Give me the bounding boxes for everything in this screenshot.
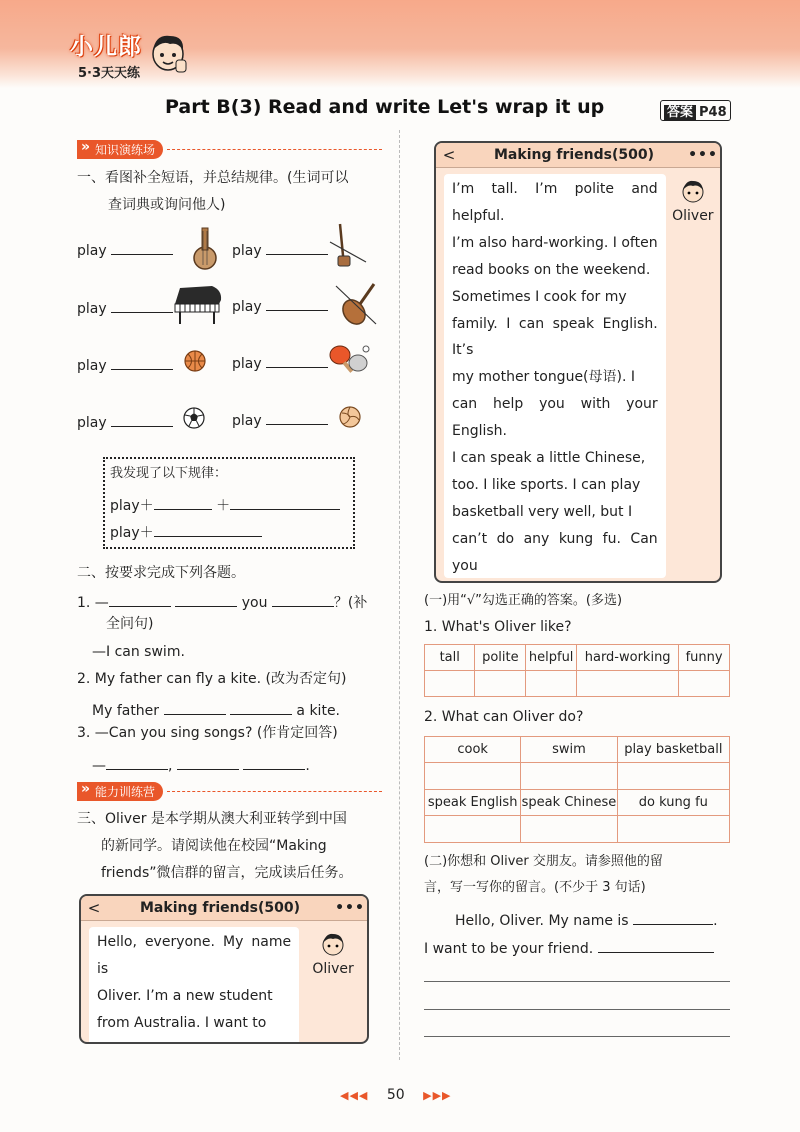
play-item-2: play (232, 240, 328, 259)
check-cell[interactable] (617, 816, 729, 843)
check-cell[interactable] (425, 671, 475, 697)
prev-arrows-icon: ◀◀◀ (340, 1089, 369, 1102)
play-item-6: play (232, 353, 328, 372)
chat-title: Making friends(500) (494, 147, 654, 163)
page-number: 50 (386, 1087, 405, 1103)
chat-header (436, 143, 720, 168)
section-tag-practice (77, 139, 382, 159)
options-table-2 (424, 736, 730, 843)
soccer-ball-icon (182, 406, 206, 430)
sender-info (666, 168, 720, 578)
question-2-heading: 二、按要求完成下列各题。 (77, 565, 245, 581)
option-cell: funny (679, 645, 730, 671)
reply-blank[interactable] (598, 938, 714, 953)
answer-blank[interactable] (111, 355, 173, 370)
option-cell: speak Chinese (521, 790, 617, 816)
logo-sub: 5·3天天练 (78, 66, 141, 81)
answer-blank[interactable] (266, 296, 328, 311)
section-tag-label: » 能力训练营 (77, 782, 163, 801)
answer-blank[interactable] (272, 592, 334, 607)
answer-blank[interactable] (164, 700, 226, 715)
question-3-intro-3: friends”微信群的留言，完成读后任务。 (101, 865, 353, 881)
avatar (320, 931, 346, 957)
check-cell[interactable] (475, 671, 526, 697)
question-2-1-answer: —I can swim. (92, 644, 185, 660)
check-cell[interactable] (521, 816, 617, 843)
section-tag-label: » 知识演练场 (77, 140, 163, 159)
pipa-icon (188, 225, 222, 271)
chat-title: Making friends(500) (140, 900, 300, 916)
more-icon[interactable]: ••• (688, 147, 718, 163)
task-part-2-line2: 言，写一写你的留言。(不少于 3 句话) (424, 880, 646, 895)
option-cell: tall (425, 645, 475, 671)
check-cell[interactable] (521, 763, 617, 790)
chat-window-1 (79, 894, 369, 1044)
rule-blank[interactable] (154, 495, 212, 510)
check-cell[interactable] (425, 816, 521, 843)
answer-blank[interactable] (243, 755, 305, 770)
rule-blank[interactable] (230, 495, 340, 510)
name-blank[interactable] (633, 910, 713, 925)
avatar (680, 178, 706, 204)
sender-info (299, 921, 367, 1044)
option-cell: play basketball (617, 737, 729, 763)
next-arrows-icon: ▶▶▶ (423, 1089, 452, 1102)
check-cell[interactable] (526, 671, 577, 697)
answer-blank[interactable] (109, 592, 171, 607)
logo-main: 小儿郎 (70, 34, 142, 60)
answer-blank[interactable] (111, 412, 173, 427)
task-question-2: 2. What can Oliver do? (424, 709, 584, 725)
option-cell: cook (425, 737, 521, 763)
question-3-intro-1: 三、Oliver 是本学期从澳大利亚转学到中国 (77, 811, 347, 827)
writing-line[interactable] (424, 981, 730, 982)
answer-blank[interactable] (266, 353, 328, 368)
reply-line-1: Hello, Oliver. My name is . (455, 910, 718, 929)
option-cell: helpful (526, 645, 577, 671)
question-2-3-answer: — , . (92, 755, 310, 774)
chat-message-1: Hello, everyone. My name is Oliver. I’m a new student from Australia. I want to (89, 927, 299, 1044)
question-3-intro-2: 的新同学。请阅读他在校园“Making (101, 838, 327, 854)
options-table-1 (424, 644, 730, 697)
erhu-icon (328, 222, 368, 270)
option-cell: hard-working (577, 645, 679, 671)
back-icon[interactable]: < (87, 899, 101, 917)
reply-line-2: I want to be your friend. (424, 938, 714, 957)
play-item-8: play (232, 410, 328, 429)
answer-blank[interactable] (266, 410, 328, 425)
basketball-icon (183, 349, 207, 373)
rule-line-2: play＋ (110, 522, 262, 542)
rule-title: 我发现了以下规律： (110, 466, 228, 481)
check-cell[interactable] (617, 763, 729, 790)
ping-pong-icon (326, 343, 372, 377)
answer-blank[interactable] (111, 298, 173, 313)
piano-icon (172, 282, 224, 326)
page-footer (340, 1087, 452, 1103)
option-cell: swim (521, 737, 617, 763)
chat-header (81, 896, 367, 921)
check-cell[interactable] (679, 671, 730, 697)
check-cell[interactable] (577, 671, 679, 697)
rule-line-1: play＋ ＋ (110, 495, 340, 515)
writing-line[interactable] (424, 1009, 730, 1010)
play-item-5: play (77, 355, 173, 374)
answer-reference (660, 100, 731, 121)
answer-blank[interactable] (177, 755, 239, 770)
answer-blank[interactable] (175, 592, 237, 607)
question-2-2-answer: My father a kite. (92, 700, 340, 719)
option-cell: speak English (425, 790, 521, 816)
question-1-line2: 查词典或询问他人) (108, 197, 226, 213)
task-part-1: (一)用“√”勾选正确的答案。(多选) (424, 593, 623, 608)
question-2-1: 1. — you ？(补 (77, 592, 367, 612)
option-cell: do kung fu (617, 790, 729, 816)
question-2-2: 2. My father can fly a kite. (改为否定句) (77, 671, 347, 687)
answer-page: P48 (699, 105, 727, 120)
play-item-4: play (232, 296, 328, 315)
sender-name: Oliver (312, 961, 354, 977)
answer-blank[interactable] (266, 240, 328, 255)
task-part-2-line1: (二)你想和 Oliver 交朋友。请参照他的留 (424, 854, 663, 869)
task-question-1: 1. What's Oliver like? (424, 619, 572, 635)
check-cell[interactable] (425, 763, 521, 790)
play-item-7: play (77, 412, 173, 431)
rule-blank[interactable] (154, 522, 262, 537)
page-title: Part B(3) Read and write Let's wrap it up (165, 96, 605, 118)
writing-line[interactable] (424, 1036, 730, 1037)
answer-blank[interactable] (106, 755, 168, 770)
question-1-line1: 一、看图补全短语，并总结规律。(生词可以 (77, 170, 349, 186)
answer-blank[interactable] (111, 240, 173, 255)
back-icon[interactable]: < (442, 146, 456, 164)
column-divider (399, 130, 400, 1060)
mascot-icon (148, 30, 192, 80)
chat-window-2 (434, 141, 722, 583)
option-cell: polite (475, 645, 526, 671)
question-2-1-note: 全问句) (106, 616, 154, 632)
chat-message-2: I’m tall. I’m polite and helpful. I’m also hard-working. I often read books on the weekend. Sometimes I cook for my family. I can speak English. It’s my mother tongue(母语). I can help you with your English. I can speak a little Chinese, too. I like sports. I can play basketball very well, but I can’t do any kung fu. Can you (444, 174, 666, 578)
violin-icon (334, 280, 378, 328)
sender-name: Oliver (672, 208, 714, 224)
play-item-1: play (77, 240, 173, 259)
answer-label: 答案 (664, 105, 696, 120)
question-2-3: 3. —Can you sing songs? (作肯定回答) (77, 725, 338, 741)
more-icon[interactable]: ••• (335, 900, 365, 916)
answer-blank[interactable] (230, 700, 292, 715)
volleyball-icon (338, 405, 362, 429)
section-tag-training (77, 781, 382, 801)
play-item-3: play (77, 298, 173, 317)
